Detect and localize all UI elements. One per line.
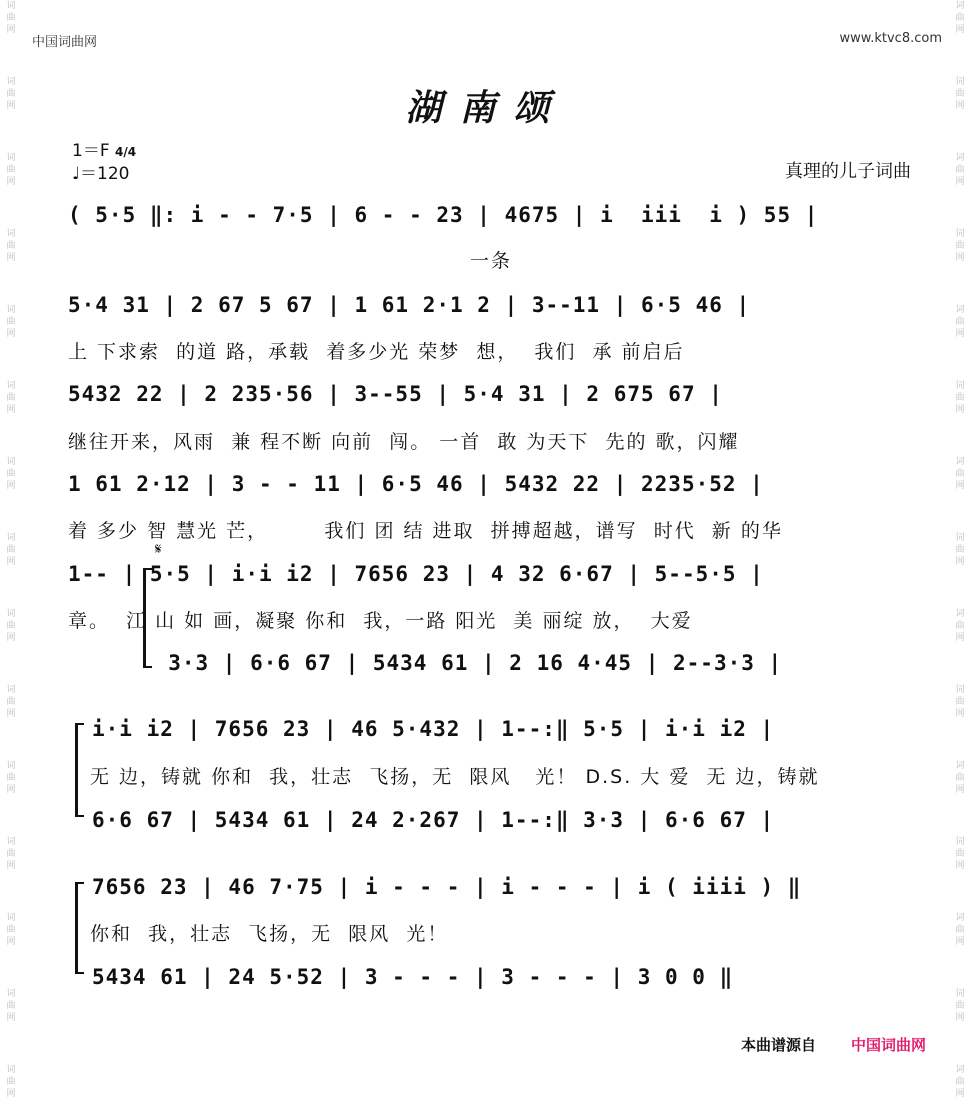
tempo: ♩＝120 xyxy=(72,164,130,184)
site-name-left: 中国词曲网 xyxy=(32,35,98,50)
lyric-row-1: 一条 xyxy=(68,250,512,272)
lyric-row-2: 上 下求索 的道 路，承载 着多少光 荣梦 想， 我们 承 前启后 xyxy=(68,341,685,363)
score-row-7: i·i i2 | 7656 23 | 46 5·432 | 1--:‖ 5·5 | i·i i2 | xyxy=(92,717,775,741)
score-row-8: 6·6 67 | 5434 61 | 24 2·267 | 1--:‖ 3·3 | 6·6 67 | xyxy=(92,808,775,832)
song-title: 湖南颂 xyxy=(405,87,568,129)
score-row-5: 1-- | 5·5 | i·i i2 | 7656 23 | 4 32 6·67 | 5--5·5 | xyxy=(68,562,764,586)
system-bracket-2 xyxy=(75,723,84,817)
author-credit: 真理的儿子词曲 xyxy=(785,161,911,182)
score-row-9: 7656 23 | 46 7·75 | i - - - | i - - - | i ( iiii ) ‖ xyxy=(92,875,802,899)
lyric-row-4: 着 多少 智 慧光 芒， 我们 团 结 进取 拼搏超越，谱写 时代 新 的华 xyxy=(68,520,783,542)
segno-mark: 𝄋 xyxy=(155,540,162,558)
score-row-3: 5432 22 | 2 235·56 | 3--55 | 5·4 31 | 2 675 67 | xyxy=(68,382,723,406)
footer-source-label: 本曲谱源自 xyxy=(741,1036,817,1054)
time-signature: 4/4 xyxy=(115,145,137,159)
right-watermark: 词曲网 词曲网 词曲网 词曲网 词曲网 词曲网 词曲网 词曲网 词曲网 词曲网 词曲网 词曲网 词曲网 词曲网 词曲网 xyxy=(955,1,965,1099)
lyric-row-3: 继往开来，风雨 兼 程不断 向前 闯。 一首 敢 为天下 先的 歌，闪耀 xyxy=(68,431,740,453)
score-row-10: 5434 61 | 24 5·52 | 3 - - - | 3 - - - | 3 0 0 ‖ xyxy=(92,965,734,989)
score-row-1: ( 5·5 ‖: i - - 7·5 | 6 - - 23 | 4675 | i iii i ) 55 | xyxy=(68,203,819,227)
footer-source-brand[interactable]: 中国词曲网 xyxy=(851,1036,927,1054)
score-row-2: 5·4 31 | 2 67 5 67 | 1 61 2·1 2 | 3--11 | 6·5 46 | xyxy=(68,293,751,317)
site-url-right: www.ktvc8.com xyxy=(839,31,942,46)
key-signature xyxy=(72,136,136,161)
left-watermark: 词曲网 词曲网 词曲网 词曲网 词曲网 词曲网 词曲网 词曲网 词曲网 词曲网 词曲网 词曲网 词曲网 词曲网 词曲网 xyxy=(6,1,16,1099)
lyric-row-7: 无 边，铸就 你和 我，壮志 飞扬，无 限风 光！ D.S. 大 爱 无 边，铸就 xyxy=(90,766,820,788)
system-bracket-3 xyxy=(75,882,84,974)
lyric-row-9: 你和 我，壮志 飞扬，无 限风 光！ xyxy=(90,923,449,945)
score-row-4: 1 61 2·12 | 3 - - 11 | 6·5 46 | 5432 22 | 2235·52 | xyxy=(68,472,764,496)
lyric-row-5: 章。 江 山 如 画，凝聚 你和 我，一路 阳光 美 丽绽 放， 大爱 xyxy=(68,610,693,632)
key-label: 1＝F xyxy=(72,141,110,161)
score-row-6: 3·3 | 6·6 67 | 5434 61 | 2 16 4·45 | 2--3·3 | xyxy=(100,651,783,675)
